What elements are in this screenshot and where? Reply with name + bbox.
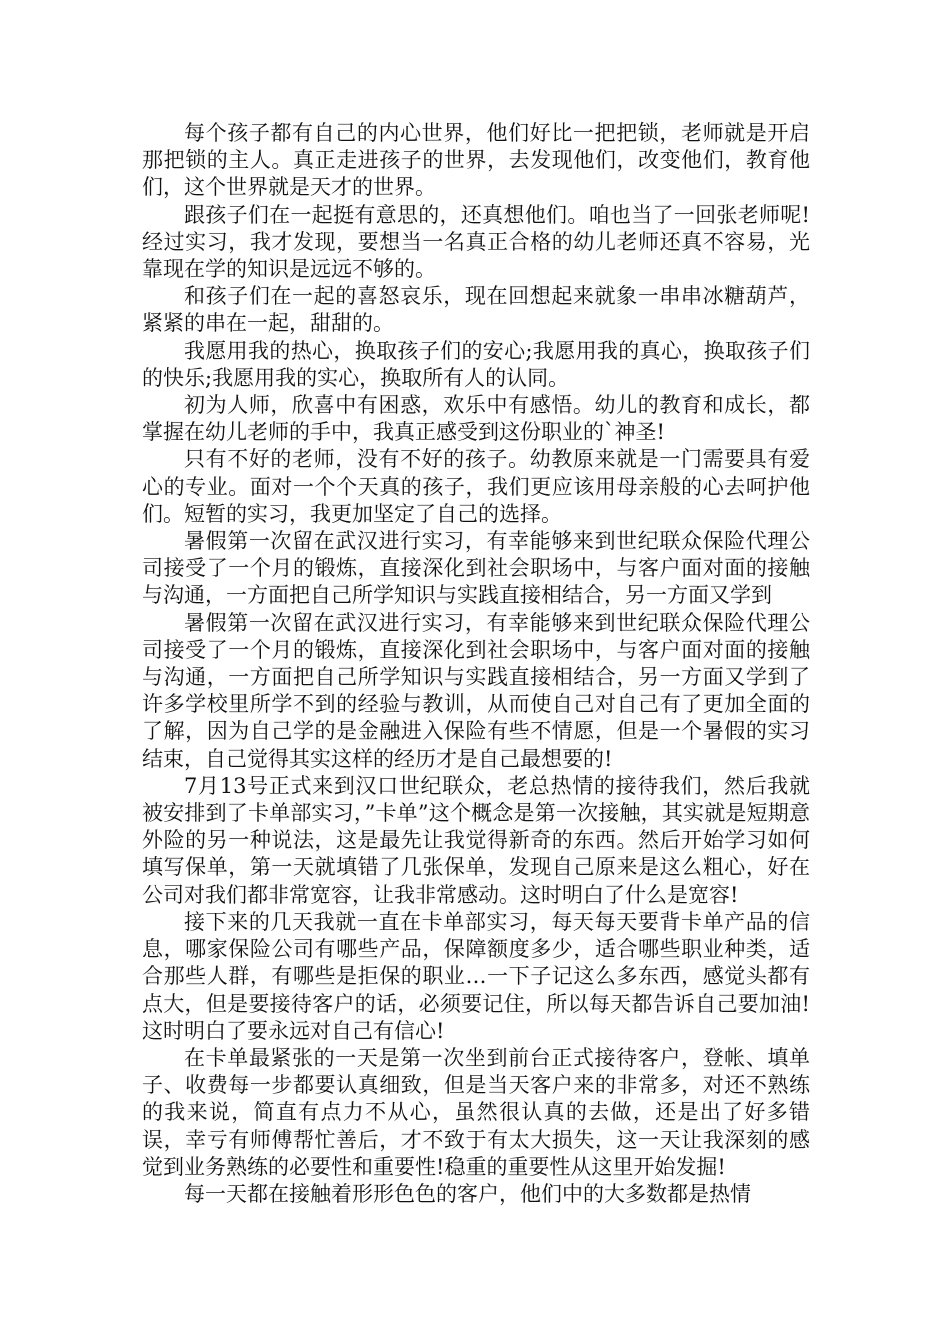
- paragraph: 我愿用我的热心，换取孩子们的安心;我愿用我的真心，换取孩子们的快乐;我愿用我的实心，换取所有人的认同。: [142, 338, 810, 390]
- paragraph: 在卡单最紧张的一天是第一次坐到前台正式接待客户，登帐、填单子、收费每一步都要认真细致，但是当天客户来的非常多，对还不熟练的我来说，简直有点力不从心，虽然很认真的去做，还是出了好多错误，幸亏有师傅帮忙善后，才不致于有太大损失，这一天让我深刻的感觉到业务熟练的必要性和重要性!稳重的重要性从这里开始发掘!: [142, 1045, 810, 1179]
- paragraph: 每个孩子都有自己的内心世界，他们好比一把把锁，老师就是开启那把锁的主人。真正走进孩子的世界，去发现他们，改变他们，教育他们，这个世界就是天才的世界。: [142, 121, 810, 200]
- paragraph: 和孩子们在一起的喜怒哀乐，现在回想起来就象一串串冰糖葫芦，紧紧的串在一起，甜甜的。: [142, 284, 810, 336]
- paragraph: 接下来的几天我就一直在卡单部实习，每天每天要背卡单产品的信息，哪家保险公司有哪些产品，保障额度多少，适合哪些职业种类，适合那些人群，有哪些是拒保的职业…一下子记这么多东西，感觉头都有点大，但是要接待客户的话，必须要记住，所以每天都告诉自己要加油!这时明白了要永远对自己有信心!: [142, 909, 810, 1043]
- paragraph: 7月13号正式来到汉口世纪联众，老总热情的接待我们，然后我就被安排到了卡单部实习，”卡单”这个概念是第一次接触，其实就是短期意外险的另一种说法，这是最先让我觉得新奇的东西。然后开始学习如何填写保单，第一天就填错了几张保单，发现自己原来是这么粗心，好在公司对我们都非常宽容，让我非常感动。这时明白了什么是宽容!: [142, 773, 810, 907]
- paragraph: 暑假第一次留在武汉进行实习，有幸能够来到世纪联众保险代理公司接受了一个月的锻炼，直接深化到社会职场中，与客户面对面的接触与沟通，一方面把自己所学知识与实践直接相结合，另一方面又学到了许多学校里所学不到的经验与教训，从而使自己对自己有了更加全面的了解，因为自己学的是金融进入保险有些不情愿，但是一个暑假的实习结束，自己觉得其实这样的经历才是自己最想要的!: [142, 610, 810, 771]
- paragraph: 初为人师，欣喜中有困惑，欢乐中有感悟。幼儿的教育和成长，都掌握在幼儿老师的手中，我真正感受到这份职业的`神圣!: [142, 393, 810, 445]
- paragraph: 跟孩子们在一起挺有意思的，还真想他们。咱也当了一回张老师呢!经过实习，我才发现，要想当一名真正合格的幼儿老师还真不容易，光靠现在学的知识是远远不够的。: [142, 202, 810, 282]
- document-page: [142, 120, 810, 1208]
- paragraph: 只有不好的老师，没有不好的孩子。幼教原来就是一门需要具有爱心的专业。面对一个个天真的孩子，我们更应该用母亲般的心去呵护他们。短暂的实习，我更加坚定了自己的选择。: [142, 447, 810, 526]
- paragraph: 暑假第一次留在武汉进行实习，有幸能够来到世纪联众保险代理公司接受了一个月的锻炼，直接深化到社会职场中，与客户面对面的接触与沟通，一方面把自己所学知识与实践直接相结合，另一方面又学到: [142, 529, 810, 608]
- paragraph: 每一天都在接触着形形色色的客户，他们中的大多数都是热情: [184, 1181, 751, 1206]
